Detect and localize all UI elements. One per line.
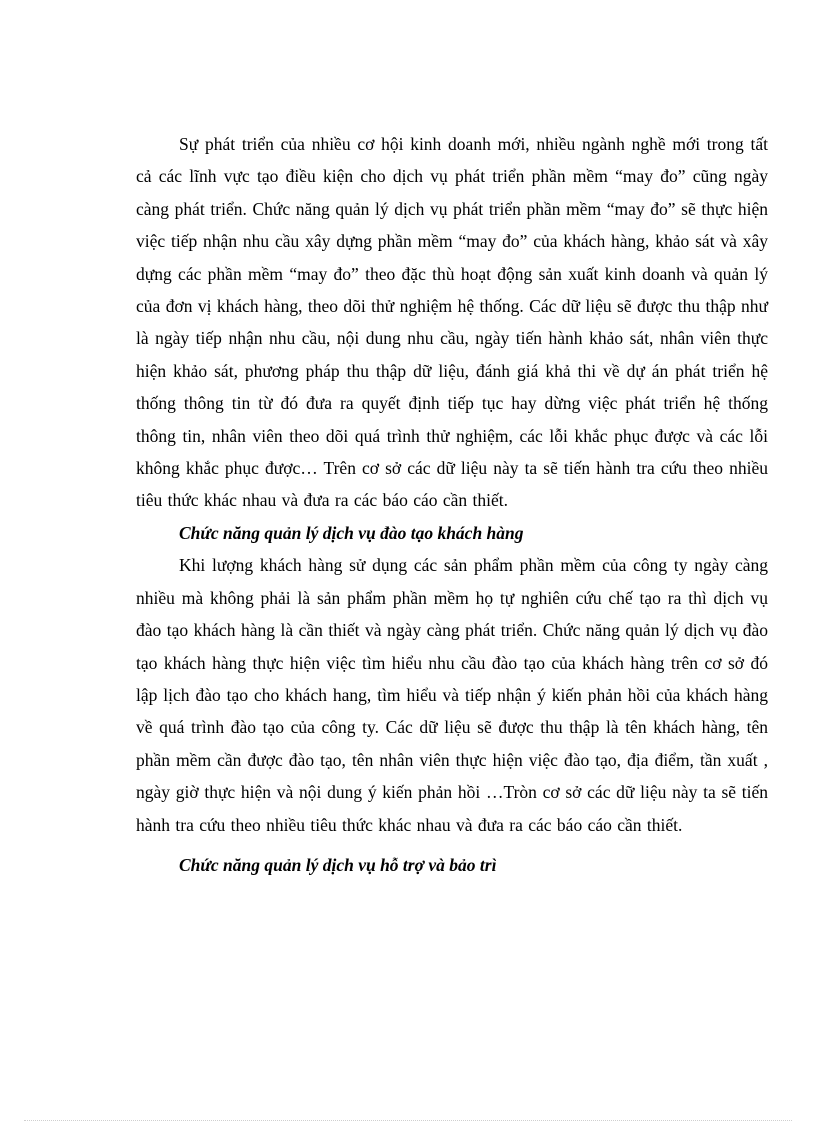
page-bottom-divider [24, 1120, 792, 1121]
paragraph-custom-software-service: Sự phát triển của nhiều cơ hội kinh doanh mới, nhiều ngành nghề mới trong tất cả các lĩnh vực tạo điều kiện cho dịch vụ phát triển phần mềm “may đo” cũng ngày càng phát triển. Chức năng quản lý dịch vụ phát triển phần mềm “may đo” sẽ thực hiện việc tiếp nhận nhu cầu xây dựng phần mềm “may đo” của khách hàng, khảo sát và xây dựng các phần mềm “may đo” theo đặc thù hoạt động sản xuất kinh doanh và quản lý của đơn vị khách hàng, theo dõi thử nghiệm hệ thống. Các dữ liệu sẽ được thu thập như là ngày tiếp nhận nhu cầu, nội dung nhu cầu, ngày tiến hành khảo sát, nhân viên thực hiện khảo sát, phương pháp thu thập dữ liệu, đánh giá khả thi về dự án phát triển hệ thống thông tin từ đó đưa ra quyết định tiếp tục hay dừng việc phát triển hệ thống thông tin, nhân viên theo dõi quá trình thử nghiệm, các lỗi khắc phục được và các lỗi không khắc phục được… Trên cơ sở các dữ liệu này ta sẽ tiến hành tra cứu theo nhiều tiêu thức khác nhau và đưa ra các báo cáo cần thiết. [136, 134, 768, 511]
section-heading-customer-training: Chức năng quản lý dịch vụ đào tạo khách hàng [179, 522, 524, 543]
section-heading-support-maintenance: Chức năng quản lý dịch vụ hỗ trợ và bảo trì [179, 854, 497, 875]
document-body [136, 128, 768, 881]
paragraph-customer-training-service: Khi lượng khách hàng sử dụng các sản phẩm phần mềm của công ty ngày càng nhiều mà không phải là sản phẩm phần mềm họ tự nghiên cứu chế tạo ra thì dịch vụ đào tạo khách hàng là cần thiết và ngày càng phát triển. Chức năng quản lý dịch vụ đào tạo khách hàng thực hiện việc tìm hiểu nhu cầu đào tạo của khách hàng trên cơ sở đó lập lịch đào tạo cho khách hang, tìm hiểu và tiếp nhận ý kiến phản hồi của khách hàng về quá trình đào tạo của công ty. Các dữ liệu sẽ được thu thập là tên khách hàng, tên phần mềm cần được đào tạo, tên nhân viên thực hiện việc đào tạo, địa điểm, tần xuất , ngày giờ thực hiện và nội dung ý kiến phản hồi …Tròn cơ sở các dữ liệu này ta sẽ tiến hành tra cứu theo nhiều tiêu thức khác nhau và đưa ra các báo cáo cần thiết. [136, 555, 768, 835]
